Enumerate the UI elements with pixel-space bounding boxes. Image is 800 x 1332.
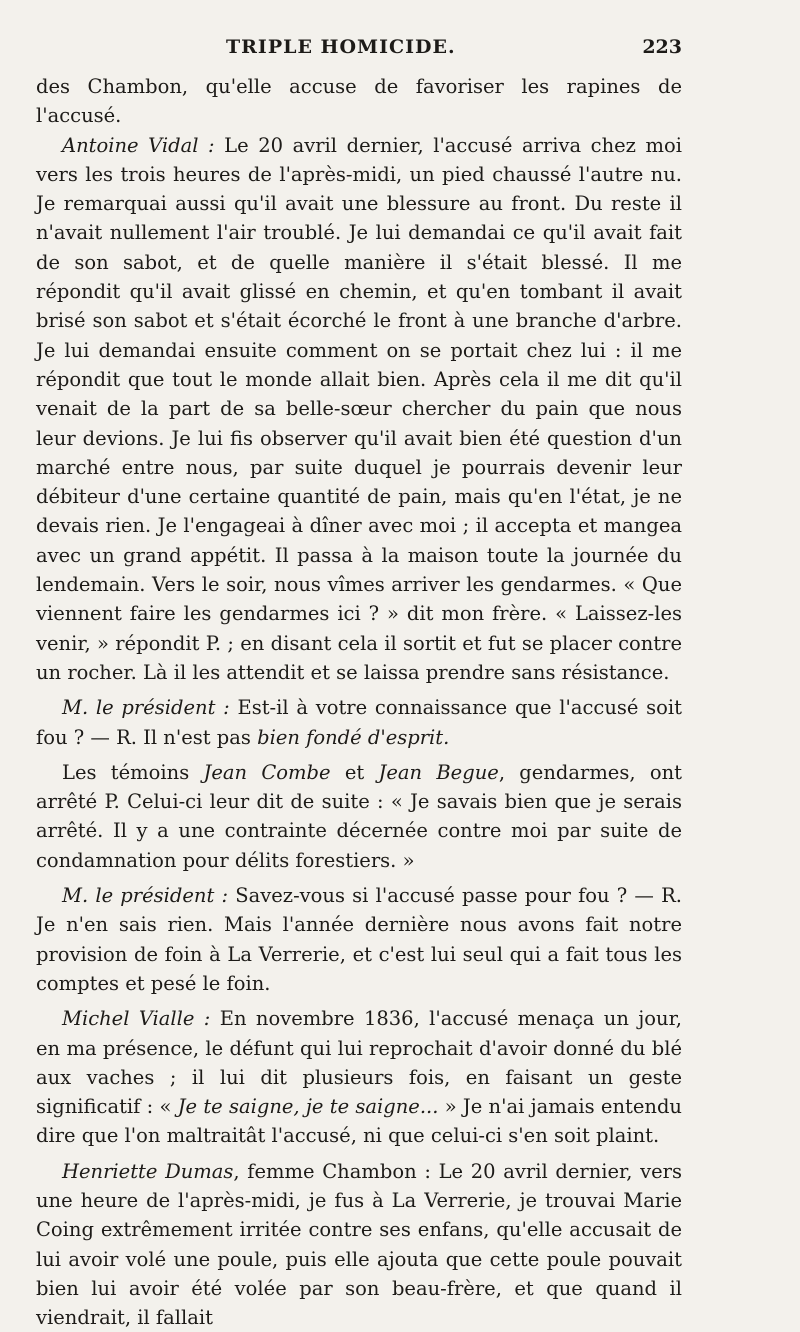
text-run: Est-il à votre connaissance que l'accusé soit fou ? — R. Il n'est pas (36, 696, 682, 749)
page-number: 223 (642, 36, 682, 58)
paragraph (36, 72, 682, 131)
italic-text: M. le président : (62, 696, 230, 720)
text-run: Les témoins (62, 760, 204, 784)
paragraph (36, 1157, 682, 1332)
paragraph (36, 881, 682, 998)
italic-text: Jean Combe (203, 760, 331, 784)
running-title: TRIPLE HOMICIDE. (226, 36, 456, 58)
italic-text: M. le président : (62, 884, 229, 908)
italic-text: Je te saigne, je te saigne... (177, 1095, 439, 1119)
text-run: » Je n'ai jamais entendu dire que l'on maltraitât l'accusé, ni que celui-ci s'en soit plaint. (36, 1095, 682, 1148)
italic-text: Henriette Dumas (62, 1159, 234, 1183)
italic-text: bien fondé d'esprit. (257, 725, 450, 749)
text-run: Savez-vous si l'accusé passe pour fou ? — R. Je n'en sais rien. Mais l'année dernière nous avons fait notre provision de foin à La Verrerie, et c'est lui seul qui a fait tous les comptes et pesé le foin. (36, 884, 682, 995)
italic-text: Antoine Vidal : (62, 133, 215, 157)
text-run: Le 20 avril dernier, l'accusé arriva chez moi vers les trois heures de l'après-midi, un pied chaussé l'autre nu. Je remarquai aussi qu'il avait une blessure au front. Du reste il n'avait nullement l'air troublé. Je lui demandai ce qu'il avait fait de son sabot, et de quelle manière il s'était blessé. Il me répondit qu'il avait glissé en chemin, et qu'en tombant il avait brisé son sabot et s'était écorché le front à une branche d'arbre. Je lui demandai ensuite comment on se portait chez lui : il me répondit que tout le monde allait bien. Après cela il me dit qu'il venait de la part de sa belle-sœur chercher du pain que nous leur devions. Je lui fis observer qu'il avait bien été question d'un marché entre nous, par suite duquel je pourrais devenir leur débiteur d'une certaine quantité de pain, mais qu'en l'état, je ne devais rien. Je l'engageai à dîner avec moi ; il accepta et mangea avec un grand appétit. Il passa à la maison toute la journée du lendemain. Vers le soir, nous vîmes arriver les gendarmes. « Que viennent faire les gendarmes ici ? » dit mon frère. « Laissez-les venir, » répondit P. ; en disant cela il sortit et fut se placer contre un rocher. Là il les attendit et se laissa prendre sans résistance. (36, 133, 682, 684)
paragraph (36, 131, 682, 688)
italic-text: Jean Begue (378, 760, 499, 784)
italic-text: Michel Vialle : (62, 1007, 211, 1031)
paragraph (36, 693, 682, 752)
text-run: des Chambon, qu'elle accuse de favoriser les rapines de l'accusé. (36, 75, 682, 128)
text-run: et (330, 760, 379, 784)
body-text (36, 72, 682, 1332)
text-run: , gendarmes, ont arrêté P. Celui-ci leur dit de suite : « Je savais bien que je serais arrêté. Il y a une contrainte décernée contre moi par suite de condamnation pour délits forestiers. » (36, 760, 682, 872)
text-run: , femme Chambon : Le 20 avril dernier, vers une heure de l'après-midi, je fus à La Verrerie, je trouvai Marie Coing extrêmement irritée contre ses enfans, qu'elle accusait de lui avoir volé une poule, puis elle ajouta que cette poule pouvait bien lui avoir été volée par son beau-frère, et que quand il viendrait, il fallait (36, 1159, 682, 1330)
paragraph (36, 758, 682, 875)
running-header (36, 36, 682, 72)
paragraph (36, 1004, 682, 1150)
text-run: En novembre 1836, l'accusé menaça un jour, en ma présence, le défunt qui lui reprochait d'avoir donné du blé aux vaches ; il lui dit plusieurs fois, en faisant un geste significatif : « (36, 1007, 682, 1119)
